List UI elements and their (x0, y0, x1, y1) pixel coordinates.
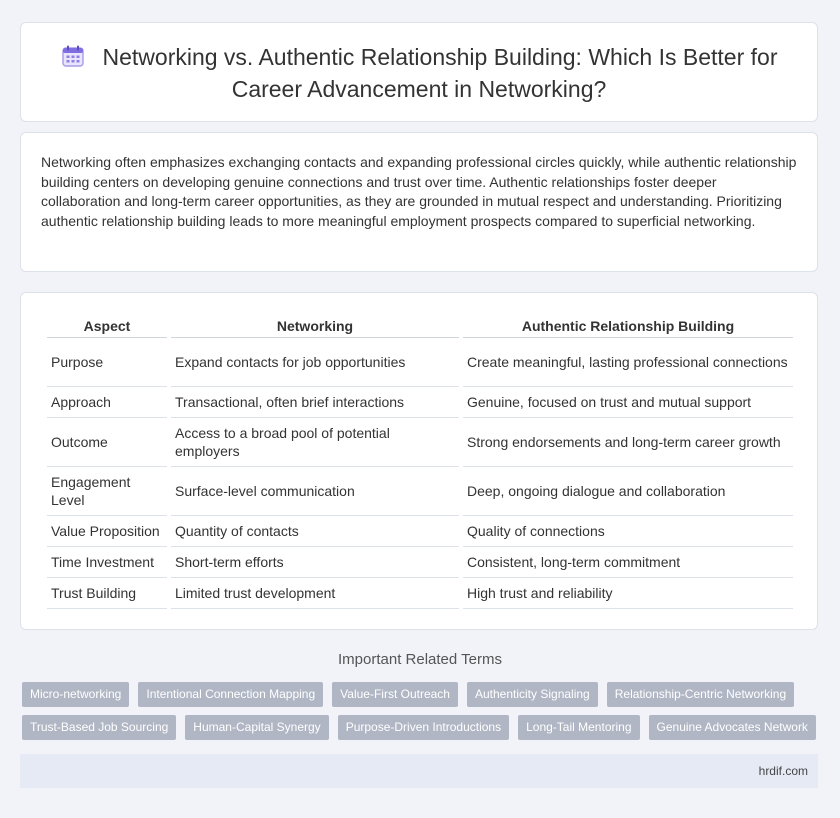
header-card (20, 22, 818, 122)
table-row (47, 516, 793, 547)
row-networking: Limited trust development (171, 578, 459, 609)
footer-site[interactable]: hrdif.com (758, 764, 808, 778)
row-networking: Short-term efforts (171, 547, 459, 578)
row-authentic: Quality of connections (463, 516, 793, 547)
row-aspect: Purpose (47, 338, 167, 387)
table-card (20, 292, 818, 630)
tag-human-capital-synergy[interactable]: Human-Capital Synergy (185, 715, 328, 740)
tag-purpose-driven-introductions[interactable]: Purpose-Driven Introductions (338, 715, 509, 740)
row-authentic: Genuine, focused on trust and mutual support (463, 387, 793, 418)
row-aspect: Engagement Level (47, 467, 167, 516)
tag-micro-networking[interactable]: Micro-networking (22, 682, 129, 707)
table-row (47, 578, 793, 609)
summary-text: Networking often emphasizes exchanging contacts and expanding professional circles quickly, while authentic relationship building centers on developing genuine connections and trust over time. Authentic relationships foster deeper collaboration and long-term career opportunities, as they are grounded in mutual respect and understanding. Prioritizing authentic relationship building leads to more meaningful employment prospects compared to superficial networking. (41, 154, 797, 229)
row-networking: Expand contacts for job opportunities (171, 338, 459, 387)
row-aspect: Approach (47, 387, 167, 418)
row-networking: Surface-level communication (171, 467, 459, 516)
table-row (47, 387, 793, 418)
footer (20, 754, 818, 788)
row-authentic: Deep, ongoing dialogue and collaboration (463, 467, 793, 516)
calendar-icon (61, 44, 85, 75)
row-networking: Access to a broad pool of potential employers (171, 418, 459, 467)
header-aspect: Aspect (47, 315, 167, 338)
row-aspect: Value Proposition (47, 516, 167, 547)
row-authentic: Consistent, long-term commitment (463, 547, 793, 578)
tag-authenticity-signaling[interactable]: Authenticity Signaling (467, 682, 598, 707)
table-header-row (47, 315, 793, 338)
header-networking: Networking (171, 315, 459, 338)
page-title: Networking vs. Authentic Relationship Building: Which Is Better for Career Advancement in Networking? (102, 44, 778, 102)
summary-card (20, 132, 818, 272)
table-row (47, 418, 793, 467)
row-authentic: High trust and reliability (463, 578, 793, 609)
page-title-wrap (21, 43, 817, 104)
row-networking: Quantity of contacts (171, 516, 459, 547)
row-networking: Transactional, often brief interactions (171, 387, 459, 418)
table-row (47, 467, 793, 516)
tag-genuine-advocates-network[interactable]: Genuine Advocates Network (649, 715, 816, 740)
row-aspect: Outcome (47, 418, 167, 467)
comparison-table (43, 315, 797, 609)
row-aspect: Trust Building (47, 578, 167, 609)
table-row (47, 547, 793, 578)
tag-intentional-connection-mapping[interactable]: Intentional Connection Mapping (138, 682, 323, 707)
tag-value-first-outreach[interactable]: Value-First Outreach (332, 682, 458, 707)
row-aspect: Time Investment (47, 547, 167, 578)
related-terms-title: Important Related Terms (338, 651, 502, 668)
related-terms-tags (22, 682, 822, 748)
tag-trust-based-job-sourcing[interactable]: Trust-Based Job Sourcing (22, 715, 176, 740)
header-authentic: Authentic Relationship Building (463, 315, 793, 338)
tag-relationship-centric-networking[interactable]: Relationship-Centric Networking (607, 682, 794, 707)
tag-row (22, 715, 822, 740)
row-authentic: Create meaningful, lasting professional connections (463, 338, 793, 387)
row-authentic: Strong endorsements and long-term career growth (463, 418, 793, 467)
tag-long-tail-mentoring[interactable]: Long-Tail Mentoring (518, 715, 639, 740)
tag-row (22, 682, 822, 707)
table-row (47, 338, 793, 387)
